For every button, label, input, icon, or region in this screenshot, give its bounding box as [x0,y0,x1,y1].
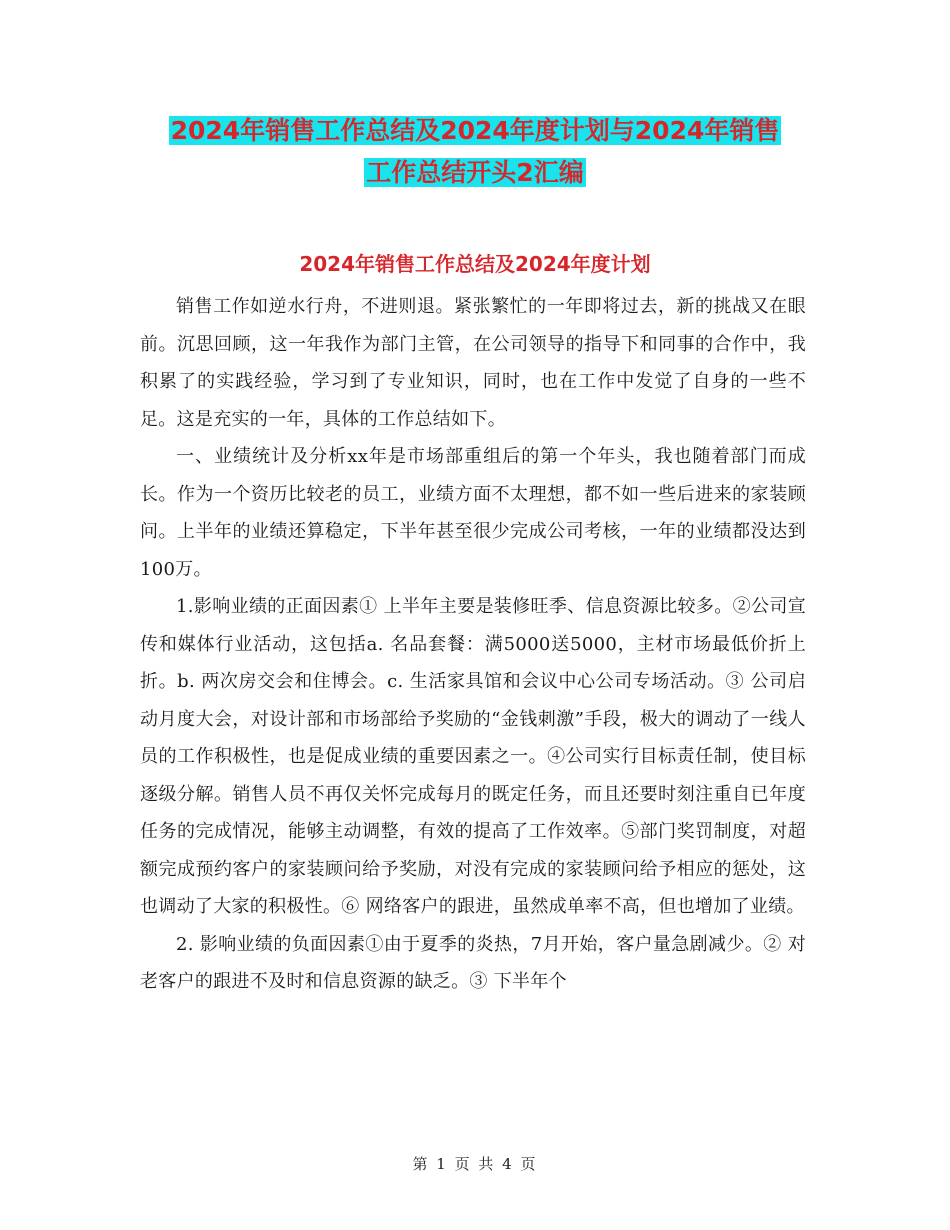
paragraph-negative-factors: 2. 影响业绩的负面因素①由于夏季的炎热，7月开始，客户量急剧减少。② 对老客户的跟进不及时和信息资源的缺乏。③ 下半年个 [140,933,806,992]
paragraph-positive-factors: 1.影响业绩的正面因素① 上半年主要是装修旺季、信息资源比较多。②公司宣传和媒体行业活动，这包括a. 名品套餐：满5000送5000，主材市场最低价折上折。b. 两次房交会和住博会。c. 生活家具馆和会议中心公司专场活动。③ 公司启动月度大会，对设计部和市场部给予奖励的“金钱刺激”手段，极大的调动了一线人员的工作积极性，也是促成业绩的重要因素之一。④公司实行目标责任制，使目标逐级分解。销售人员不再仅关怀完成每月的既定任务，而且还要时刻注重自已年度任务的完成情况，能够主动调整，有效的提高了工作效率。⑤部门奖罚制度，对超额完成预约客户的家装顾问给予奖励，对没有完成的家装顾问给予相应的惩处，这也调动了大家的积极性。⑥ 网络客户的跟进，虽然成单率不高，但也增加了业绩。 [140,596,806,917]
document-title-line-2: 工作总结开头2汇编 [366,158,584,187]
paragraph-performance-analysis: 一、业绩统计及分析xx年是市场部重组后的第一个年头，我也随着部门而成长。作为一个资历比较老的员工，业绩方面不太理想，都不如一些后进来的家装顾问。上半年的业绩还算稳定，下半年甚至很少完成公司考核，一年的业绩都没达到100万。 [140,446,806,580]
paragraph-intro: 销售工作如逆水行舟，不进则退。紧张繁忙的一年即将过去，新的挑战又在眼前。沉思回顾，这一年我作为部门主管，在公司领导的指导下和同事的合作中，我积累了的实践经验，学习到了专业知识，同时，也在工作中发觉了自身的一些不足。这是充实的一年，具体的工作总结如下。 [140,296,806,430]
document-title [140,110,810,194]
section-title: 2024年销售工作总结及2024年度计划 [299,252,651,276]
document-body [140,288,806,1001]
page-footer: 第 1 页 共 4 页 [412,1155,538,1173]
document-title-line-1: 2024年销售工作总结及2024年度计划与2024年销售 [170,116,780,145]
